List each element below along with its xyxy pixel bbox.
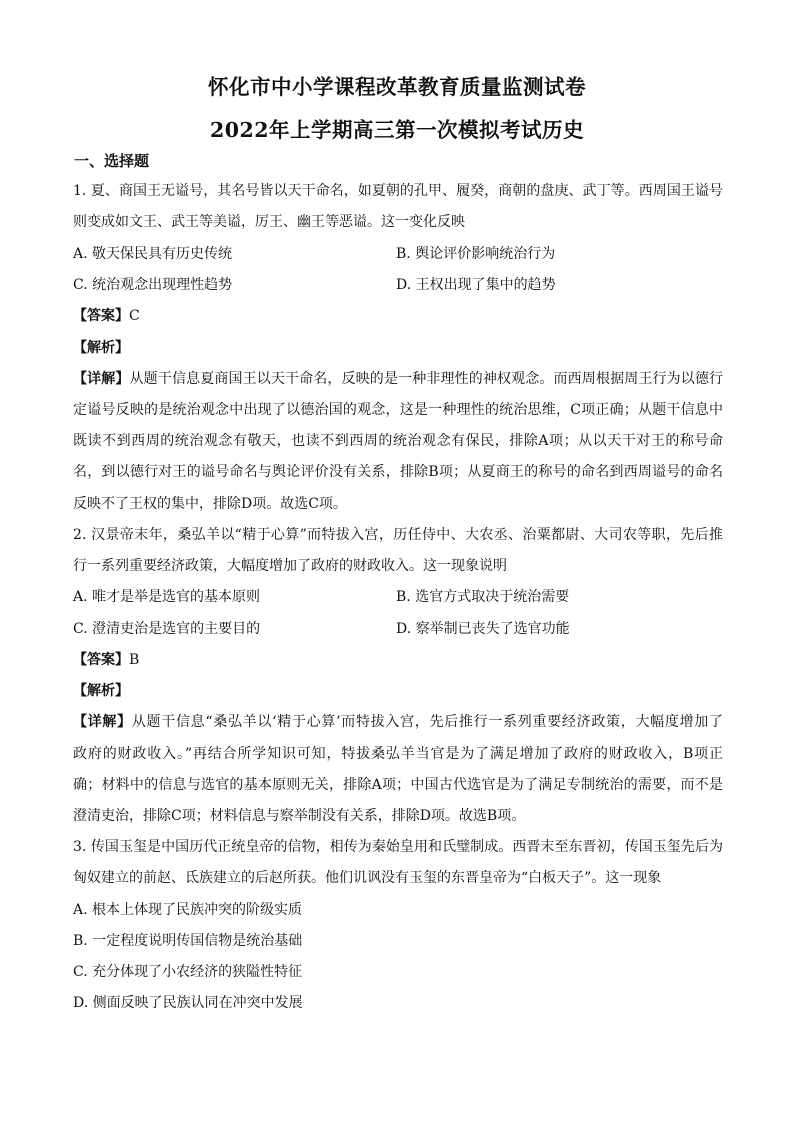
q1-option-c: C. 统治观念出现理性趋势 (73, 277, 233, 293)
q2-stem-line-1: 2. 汉景帝末年，桑弘羊以“精于心算”而特拔入宫，历任侍中、大农丞、治粟都尉、大司农等职，先后推 (73, 527, 723, 543)
analysis-label: 【解析】 (73, 340, 129, 356)
q2-detail-line-2: 政府的财政收入。”再结合所学知识可知，特拔桑弘羊当官是为了满足增加了政府的财政收入，B项正 (73, 746, 723, 762)
q2-detail-line-4: 澄清吏治，排除C项；材料信息与察举制没有关系，排除D项。故选B项。 (73, 808, 526, 824)
exam-title: 怀化市中小学课程改革教育质量监测试卷 (208, 75, 586, 99)
detail-label: 【详解】 (73, 714, 132, 730)
q3-option-d: D. 侧面反映了民族认同在冲突中发展 (73, 995, 303, 1011)
q1-stem-line-2: 则变成如文王、武王等美谥，厉王、幽王等恶谥。这一变化反映 (73, 214, 465, 230)
q2-option-d: D. 察举制已丧失了选官功能 (396, 621, 570, 637)
q2-option-a: A. 唯才是举是选官的基本原则 (73, 589, 261, 605)
q1-answer (73, 306, 140, 326)
q2-stem-line-2: 行一系列重要经济政策，大幅度增加了政府的财政收入。这一现象说明 (73, 558, 507, 574)
q3-stem-line-2: 匈奴建立的前赵、氐族建立的后赵所获。他们讥讽没有玉玺的东晋皇帝为“白板天子”。这一现象 (73, 870, 662, 886)
analysis-label: 【解析】 (73, 683, 129, 699)
q2-answer (73, 650, 139, 670)
q1-detail-line-4: 名，到以德行对王的谥号命名与舆论评价没有关系，排除B项；从夏商王的称号的命名到西周谥号的命名 (73, 464, 723, 480)
q1-option-a: A. 敬天保民具有历史传统 (73, 246, 233, 262)
q1-stem-line-1: 1. 夏、商国王无谥号，其名号皆以天干命名，如夏朝的孔甲、履癸，商朝的盘庚、武丁等。西周国王谥号 (73, 183, 723, 199)
q2-option-b: B. 选官方式取决于统治需要 (396, 589, 570, 605)
q2-detail-line-3: 确；材料中的信息与选官的基本原则无关，排除A项；中国古代选官是为了满足专制统治的需要，而不是 (73, 777, 723, 793)
q1-option-d: D. 王权出现了集中的趋势 (396, 277, 556, 293)
detail-label: 【详解】 (73, 371, 130, 387)
q1-detail-line-3: 既读不到西周的统治观念有敬天，也读不到西周的统治观念有保民，排除A项；从以天干对王的称号命 (73, 433, 723, 449)
answer-label: 【答案】 (73, 308, 129, 324)
q2-option-c: C. 澄清吏治是选官的主要目的 (73, 621, 261, 637)
q3-stem-line-1: 3. 传国玉玺是中国历代正统皇帝的信物，相传为秦始皇用和氏璧制成。西晋末至东晋初，传国玉玺先后为 (73, 839, 723, 855)
q3-option-b: B. 一定程度说明传国信物是统治基础 (73, 933, 303, 949)
q1-detail-line-2: 定谥号反映的是统治观念中出现了以德治国的观念，这是一种理性的统治思维，C项正确；从题干信息中 (73, 402, 723, 418)
q1-analysis-label (73, 338, 129, 358)
exam-subtitle: 2022年上学期高三第一次模拟考试历史 (209, 118, 585, 142)
q3-option-c: C. 充分体现了小农经济的狭隘性特征 (73, 964, 303, 980)
detail-text: 从题干信息夏商国王以天干命名，反映的是一种非理性的神权观念。而西周根据周王行为以德行 (129, 371, 723, 387)
q1-option-b: B. 舆论评价影响统治行为 (396, 246, 556, 262)
section-heading: 一、选择题 (74, 152, 150, 170)
q2-detail-line-1 (73, 712, 723, 732)
detail-text: 从题干信息“桑弘羊以‘精于心算’而特拔入宫，先后推行一系列重要经济政策，大幅度增加了 (131, 714, 723, 730)
answer-value: B (129, 652, 140, 668)
q2-analysis-label (73, 681, 129, 701)
q1-detail-line-5: 反映不了王权的集中，排除D项。故选C项。 (73, 496, 347, 512)
answer-label: 【答案】 (73, 652, 129, 668)
q3-option-a: A. 根本上体现了民族冲突的阶级实质 (73, 902, 303, 918)
q1-detail-line-1 (73, 369, 723, 389)
answer-value: C (129, 308, 140, 324)
